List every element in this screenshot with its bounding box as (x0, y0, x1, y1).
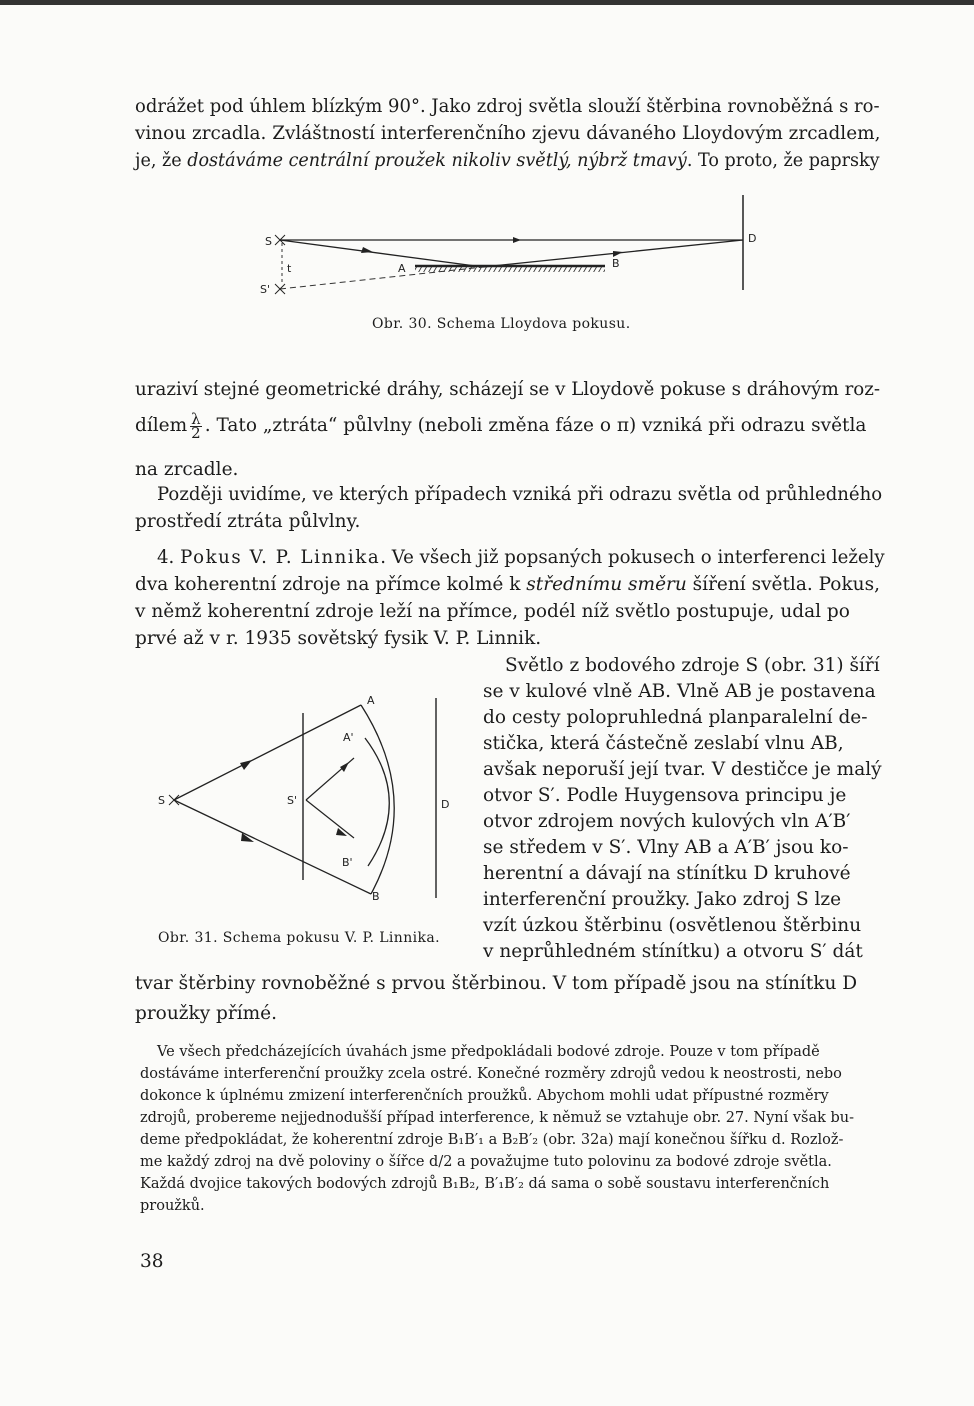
paragraph-1-line-1: odrážet pod úhlem blízkým 90°. Jako zdroj světla slouží štěrbina rovnoběžná s ro- (135, 96, 880, 117)
paragraph-4-line-1: 4. Pokus V. P. Linnika. Ve všech již popsaných pokusech o interferenci ležely (157, 547, 885, 568)
label-t: t (287, 262, 292, 275)
arrow-s-prime-lower (336, 828, 347, 836)
label-b: B (612, 257, 620, 270)
paragraph-6-line-8: proužků. (140, 1198, 205, 1214)
arrow-direct (513, 237, 521, 243)
paragraph-4-line-4: prvé až v r. 1935 sovětský fysik V. P. Linnik. (135, 628, 542, 649)
paragraph-6-line-7: Každá dvojice takových bodových zdrojů B₁B₂, B′₁B′₂ dá sama o sobě soustavu interferenčních (140, 1176, 830, 1192)
paragraph-1-line-2: vinou zrcadla. Zvláštností interferenčního zjevu dávaného Lloydovým zrcadlem, (135, 123, 881, 144)
paragraph-5-line-3: do cesty polopruhledná planparalelní de- (483, 707, 868, 728)
figure-30-caption: Obr. 30. Schema Lloydova pokusu. (372, 316, 631, 332)
paragraph-5-line-5: avšak neporuší její tvar. V destičce je malý (483, 759, 882, 780)
paragraph-2-line-1: uraziví stejné geometrické dráhy, scházejí se v Lloydově pokuse s dráhovým roz- (135, 379, 881, 400)
paragraph-6-line-2: dostáváme interferenční proužky zcela ostré. Konečné rozměry zdrojů vedou k neostrosti, nebo (140, 1066, 842, 1082)
label-d: D (748, 232, 757, 245)
paragraph-4-line-2: dva koherentní zdroje na přímce kolmé k střednímu směru šíření světla. Pokus, (135, 574, 880, 595)
label-s-prime: S' (260, 283, 271, 296)
paragraph-5-line-14: proužky přímé. (135, 1003, 278, 1024)
paragraph-5-line-4: stička, která částečně zeslabí vlnu AB, (483, 733, 844, 754)
label-s-prime: S' (287, 794, 298, 807)
label-s: S (158, 794, 165, 807)
label-b: B (372, 890, 380, 903)
paragraph-5-line-2: se v kulové vlně AB. Vlně AB je postavena (483, 681, 876, 702)
paragraph-3-line-2: prostředí ztráta půlvlny. (135, 511, 361, 532)
paragraph-5-line-11: vzít úzkou štěrbinu (osvětlenou štěrbinu (483, 915, 862, 936)
paragraph-4-line-3: v němž koherentní zdroje leží na přímce, podél níž světlo postupuje, udal po (135, 601, 850, 622)
paragraph-6-line-5: deme předpokládat, že koherentní zdroje B₁B′₁ a B₂B′₂ (obr. 32a) mají konečnou šířku d. Rozlož- (140, 1132, 844, 1148)
ray-s-prime-lower (306, 800, 354, 838)
paragraph-5-line-12: v neprůhledném stínítku) a otvoru S′ dát (483, 941, 863, 962)
label-a: A (398, 262, 406, 275)
label-b-prime: B' (342, 856, 353, 869)
paragraph-5-line-13: tvar štěrbiny rovnoběžné s prvou štěrbinou. V tom případě jsou na stínítku D (135, 973, 858, 994)
figure-30-lloyd-diagram (255, 190, 765, 315)
label-s: S (265, 235, 272, 248)
paragraph-2-line-2: dílem $\frac{\lambda}{2}$ . Tato „ztráta“ půlvlny (neboli změna fáze o π) vzniká při odrazu světla (135, 409, 867, 442)
arrow-s-prime-upper (340, 762, 349, 772)
paragraph-3-line-1: Později uvidíme, ve kterých případech vzniká při odrazu světla od průhledného (157, 484, 883, 505)
arrow-upper-ray (240, 760, 252, 770)
paragraph-5-line-6: otvor S′. Podle Huygensova principu je (483, 785, 847, 806)
figure-31-linnik-diagram (150, 688, 460, 913)
paragraph-6-line-6: me každý zdroj na dvě poloviny o šířce d/2 a považujme tuto polovinu za bodové zdroje světla. (140, 1154, 832, 1170)
paragraph-5-line-1: Světlo z bodového zdroje S (obr. 31) šíří (505, 655, 880, 676)
paragraph-2-line-3: na zrcadle. (135, 459, 239, 480)
paragraph-5-line-8: se středem v S′. Vlny AB a A′B′ jsou ko- (483, 837, 849, 858)
paragraph-6-line-3: dokonce k úplnému zmizení interferenčních proužků. Abychom mohli udat přípustné rozměry (140, 1088, 829, 1104)
label-a-prime: A' (343, 731, 354, 744)
fraction-lambda-half: $\frac{\lambda}{2}$ (191, 409, 201, 442)
arrow-incident (361, 247, 373, 253)
incident-ray (280, 240, 483, 267)
section-heading-linnik: Pokus V. P. Linnika (180, 547, 381, 568)
paragraph-1-line-3: je, že dostáváme centrální proužek nikoliv světlý, nýbrž tmavý. To proto, že paprsky (135, 150, 880, 171)
paragraph-6-line-4: zdrojů, probereme nejjednodušší případ interference, k němuž se vztahuje obr. 27. Nyní však bu- (140, 1110, 855, 1126)
ray-s-to-a (174, 705, 361, 800)
top-border-line (0, 0, 974, 5)
paragraph-6-line-1: Ve všech předcházejících úvahách jsme předpokládali bodové zdroje. Pouze v tom případě (157, 1044, 820, 1060)
emphasis-middle-direction: střednímu směru (526, 574, 687, 595)
figure-31-caption: Obr. 31. Schema pokusu V. P. Linnika. (158, 930, 440, 946)
emphasis-dark-fringe: dostáváme centrální proužek nikoliv světlý, nýbrž tmavý (187, 150, 687, 171)
paragraph-5-line-10: interferenční proužky. Jako zdroj S lze (483, 889, 842, 910)
paragraph-5-line-7: otvor zdrojem nových kulových vln A′B′ (483, 811, 851, 832)
paragraph-5-line-9: herentní a dávají na stínítku D kruhové (483, 863, 851, 884)
ray-s-to-b (174, 800, 371, 894)
label-d: D (441, 798, 450, 811)
label-a: A (367, 694, 375, 707)
page-number: 38 (140, 1251, 164, 1272)
